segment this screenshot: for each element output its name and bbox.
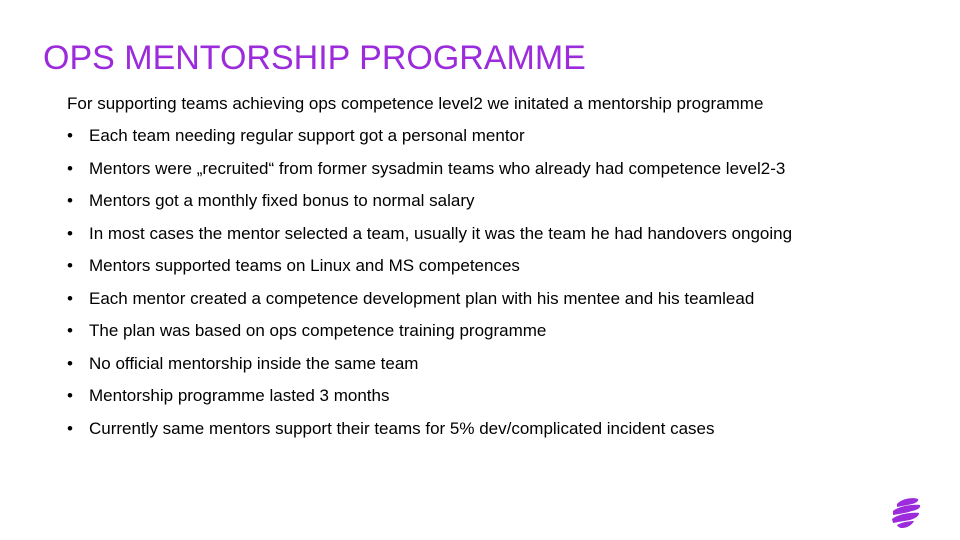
bullet-text: The plan was based on ops competence training programme [89,321,547,340]
slide-title: OPS MENTORSHIP PROGRAMME [43,39,586,77]
bullet-text: Each team needing regular support got a personal mentor [89,126,525,145]
bullet-dot: • [67,288,73,308]
bullet-dot: • [67,126,73,145]
bullet-dot: • [67,158,73,178]
bullet-dot: • [67,418,73,438]
bullet-dot: • [67,321,73,340]
intro-text: For supporting teams achieving ops competence level2 we initated a mentorship programme [67,94,764,113]
globe-logo-icon [888,495,922,529]
bullet-text: Mentors were „recruited“ from former sysadmin teams who already had competence level2-3 [89,158,786,178]
bullet-text: Mentorship programme lasted 3 months [89,386,390,405]
bullet-dot: • [67,386,73,405]
globe-logo-svg [888,495,922,529]
bullet-text: Each mentor created a competence development plan with his mentee and his teamlead [89,288,755,308]
bullet-text: In most cases the mentor selected a team, usually it was the team he had handovers ongoing [89,223,793,243]
bullet-text: Mentors got a monthly fixed bonus to normal salary [89,191,475,210]
bullet-dot: • [67,223,73,243]
bullet-dot: • [67,256,73,275]
bullet-dot: • [67,353,73,373]
bullet-dot: • [67,191,73,210]
bullet-text: No official mentorship inside the same team [89,353,419,373]
bullet-text: Currently same mentors support their teams for 5% dev/complicated incident cases [89,418,715,438]
bullet-text: Mentors supported teams on Linux and MS competences [89,256,520,275]
